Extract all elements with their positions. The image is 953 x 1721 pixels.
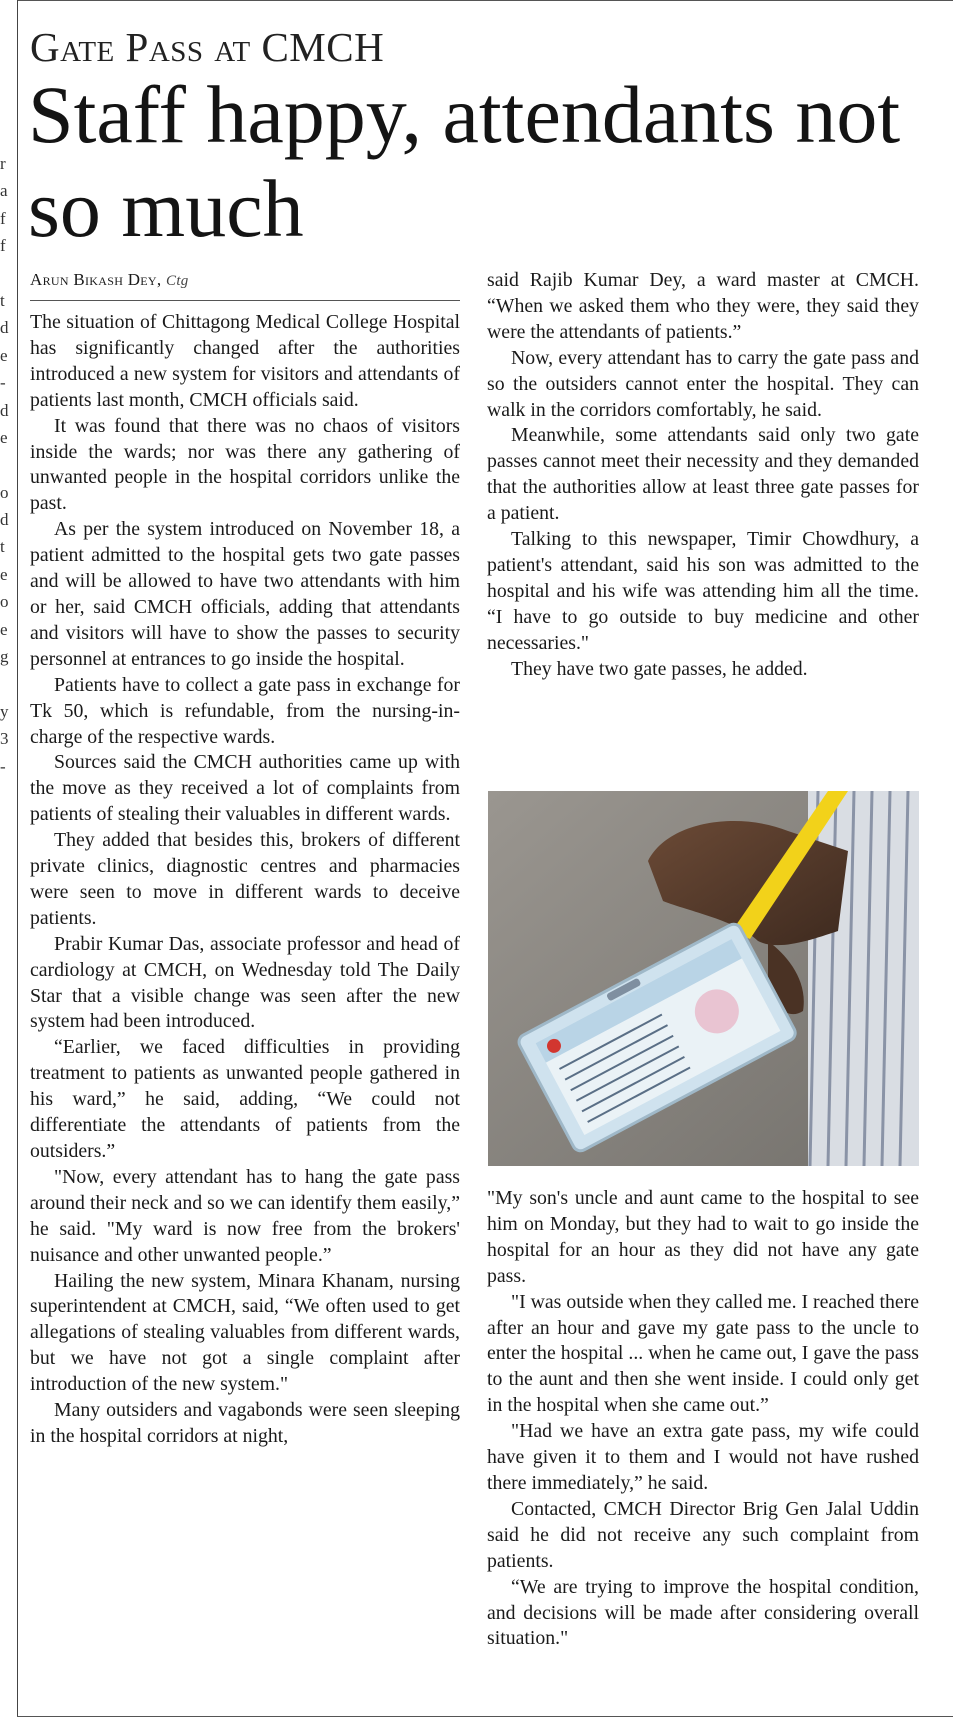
article-column-2 — [487, 268, 919, 683]
edge-letter — [0, 451, 12, 478]
kicker: Gate Pass at CMCH — [30, 24, 385, 70]
paragraph: Contacted, CMCH Director Brig Gen Jalal Uddin said he did not receive any such complaint from patients. — [487, 1497, 919, 1572]
edge-letter: 3 — [0, 729, 9, 749]
paragraph: They have two gate passes, he added. — [511, 657, 808, 680]
paragraph: "Now, every attendant has to hang the gate pass around their neck and so we can identify them easily,” he said. "My ward is now free from the brokers' nuisance and other unwanted people.” — [30, 1165, 460, 1266]
edge-letter: o — [0, 482, 9, 502]
edge-letter: d — [0, 400, 9, 420]
paragraph: Hailing the new system, Minara Khanam, nursing superintendent at CMCH, said, “We often used to get allegations of stealing valuables from different wards, but we have not got a single complaint after introduction of the new system." — [30, 1269, 460, 1396]
article-column-3 — [487, 1186, 919, 1652]
paragraph: Many outsiders and vagabonds were seen sleeping in the hospital corridors at night, — [30, 1399, 460, 1447]
paragraph: They added that besides this, brokers of different private clinics, diagnostic centres and pharmacies were seen to move in different wards to deceive patients. — [30, 829, 460, 929]
edge-letter: f — [0, 236, 6, 256]
edge-letter: f — [0, 208, 6, 228]
gate-pass-photo — [488, 791, 919, 1166]
edge-letter: e — [0, 619, 8, 639]
byline-location: Ctg — [166, 273, 189, 289]
paragraph: As per the system introduced on November 18, a patient admitted to the hospital gets two gate passes and will be allowed to have two attendants with him or her, said CMCH officials, adding that attendants and visitors will have to show the passes to security personnel at entrances to go inside the hospital. — [30, 518, 460, 670]
edge-letter: a — [0, 181, 8, 201]
top-rule — [17, 0, 953, 1]
edge-letter: d — [0, 318, 9, 338]
paragraph: said Rajib Kumar Dey, a ward master at CMCH. “When we asked them who they were, they said they were the attendants of patients.” — [487, 269, 919, 343]
edge-letter — [0, 670, 12, 697]
byline — [30, 270, 460, 290]
edge-letter: - — [0, 373, 6, 393]
byline-author: Arun Bikash Dey, — [30, 270, 162, 289]
paragraph: “We are trying to improve the hospital condition, and decisions will be made after considering overall situation." — [487, 1575, 919, 1650]
byline-rule — [30, 300, 460, 301]
edge-letter: d — [0, 510, 9, 530]
paragraph: Talking to this newspaper, Timir Chowdhury, a patient's attendant, said his son was admitted to the hospital and his wife was attending him all the time. “I have to go outside to buy medicine and other necessaries." — [487, 528, 919, 654]
paragraph: The situation of Chittagong Medical College Hospital has significantly changed after the authorities introduced a new system for visitors and attendants of patients last month, CMCH officials said. — [30, 311, 460, 411]
paragraph: "Had we have an extra gate pass, my wife could have given it to them and I would not have rushed there immediately,” he said. — [487, 1420, 919, 1494]
paragraph: Prabir Kumar Das, associate professor and head of cardiology at CMCH, on Wednesday told The Daily Star that a visible change was seen after the new system had been introduced. — [30, 932, 460, 1033]
column-rule — [17, 0, 18, 1716]
gate-pass-photo-illustration — [488, 791, 919, 1166]
bottom-rule — [17, 1716, 953, 1717]
edge-letter: g — [0, 647, 9, 667]
edge-letter: o — [0, 592, 9, 612]
adjacent-article-edge — [0, 150, 12, 780]
paragraph: "My son's uncle and aunt came to the hospital to see him on Monday, but they had to wait to go inside the hospital for an hour as they did not have any gate pass. — [487, 1187, 919, 1287]
edge-letter: e — [0, 345, 8, 365]
headline: Staff happy, attendants not so much — [28, 69, 901, 254]
edge-letter: y — [0, 701, 9, 721]
edge-letter: t — [0, 290, 5, 310]
edge-letter: r — [0, 154, 6, 173]
paragraph: Meanwhile, some attendants said only two gate passes cannot meet their necessity and they demanded that the authorities allow at least three gate passes for a patient. — [487, 424, 919, 525]
edge-letter: - — [0, 756, 6, 776]
paragraph: Now, every attendant has to carry the gate pass and so the outsiders cannot enter the hospital. They can walk in the corridors comfortably, he said. — [487, 346, 919, 421]
edge-letter: e — [0, 564, 8, 584]
paragraph: Sources said the CMCH authorities came up with the move as they received a lot of complaints from patients of stealing their valuables in different wards. — [30, 751, 460, 826]
article-column-1 — [30, 310, 460, 1450]
paragraph: It was found that there was no chaos of visitors inside the wards; nor was there any gathering of unwanted people in the hospital corridors unlike the past. — [30, 414, 460, 515]
edge-letter: e — [0, 427, 8, 447]
edge-letter: t — [0, 537, 5, 557]
paragraph: Patients have to collect a gate pass in exchange for Tk 50, which is refundable, from the nursing-in-charge of the respective wards. — [30, 673, 460, 748]
paragraph: “Earlier, we faced difficulties in providing treatment to patients as unwanted people gathered in his ward,” he said, adding, “We could not differentiate the attendants of patients from the outsiders.” — [30, 1036, 460, 1162]
paragraph: "I was outside when they called me. I reached there after an hour and gave my gate pass to the uncle to enter the hospital ... when he came out, I gave the pass to the aunt and then she went inside. I could only get in the hospital when she came out.” — [487, 1290, 919, 1417]
edge-letter — [0, 260, 12, 287]
